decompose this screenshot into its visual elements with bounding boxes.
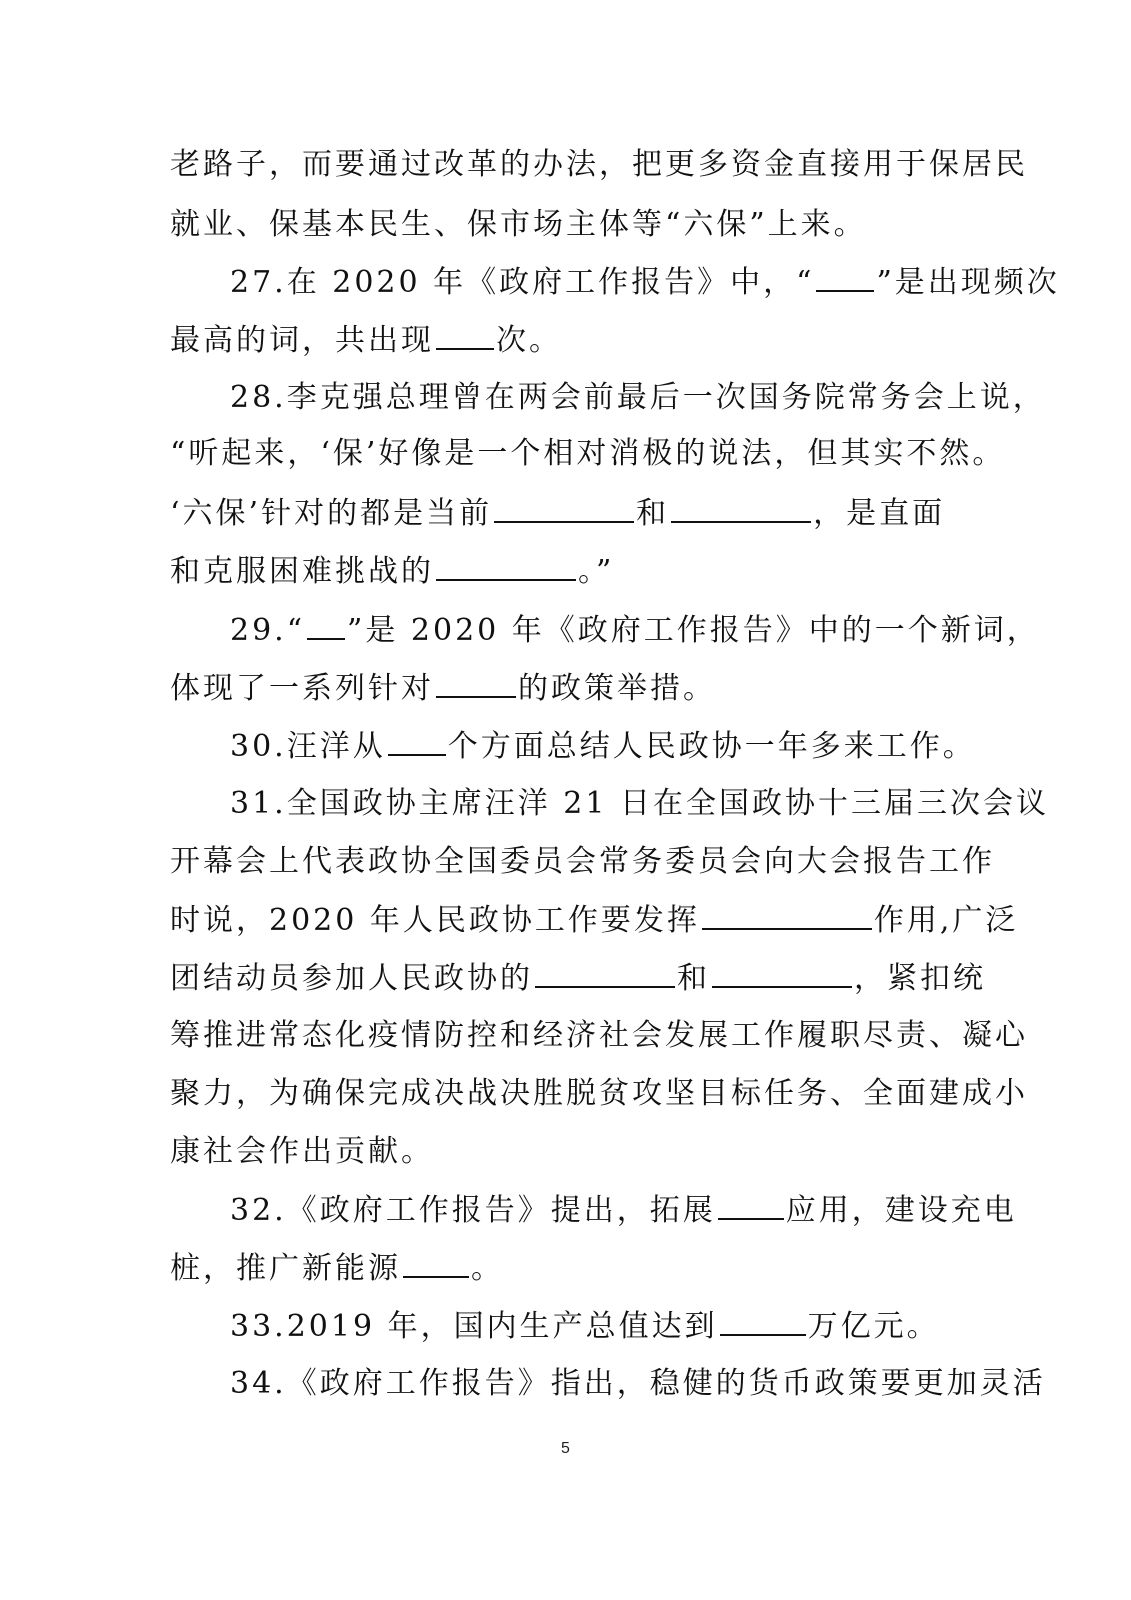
question-34: 34.《政府工作报告》指出，稳健的货币政策要更加灵活 — [230, 1366, 1046, 1401]
question-28: 28.李克强总理曾在两会前最后一次国务院常务会上说， — [230, 380, 1046, 415]
answer-blank[interactable] — [307, 610, 345, 640]
answer-blank[interactable] — [403, 1248, 469, 1278]
text-line: 团结动员参加人民政协的 和 ，紧扣统 — [170, 958, 960, 998]
answer-blank[interactable] — [720, 1306, 806, 1336]
answer-blank[interactable] — [436, 668, 516, 698]
answer-blank[interactable] — [436, 320, 494, 350]
text-line: 时说，2020 年人民政协工作要发挥 作用,广泛 — [170, 900, 960, 940]
question-32: 32.《政府工作报告》提出，拓展 应用，建设充电 — [230, 1190, 960, 1230]
text-line: 康社会作出贡献。 — [170, 1134, 434, 1169]
answer-blank[interactable] — [702, 900, 872, 930]
question-27: 27.在 2020 年《政府工作报告》中，“ ”是出现频次 — [230, 262, 960, 302]
answer-blank[interactable] — [535, 958, 675, 988]
answer-blank[interactable] — [671, 493, 811, 523]
question-33: 33.2019 年，国内生产总值达到 万亿元。 — [230, 1306, 960, 1346]
text-line: 聚力，为确保完成决战决胜脱贫攻坚目标任务、全面建成小 — [170, 1076, 1028, 1111]
text-line: 最高的词，共出现 次。 — [170, 320, 960, 360]
text-line: 筹推进常态化疫情防控和经济社会发展工作履职尽责、凝心 — [170, 1018, 1028, 1053]
text-line: 老路子，而要通过改革的办法，把更多资金直接用于保居民 — [170, 147, 1028, 182]
text-line: 就业、保基本民生、保市场主体等“六保”上来。 — [170, 207, 867, 242]
question-29: 29.“ ”是 2020 年《政府工作报告》中的一个新词， — [230, 610, 960, 650]
text-line: ‘六保’针对的都是当前 和 ，是直面 — [170, 493, 960, 533]
text-line: 桩，推广新能源 。 — [170, 1248, 960, 1288]
answer-blank[interactable] — [816, 262, 874, 292]
question-31: 31.全国政协主席汪洋 21 日在全国政协十三届三次会议 — [230, 786, 1049, 821]
question-30: 30.汪洋从 个方面总结人民政协一年多来工作。 — [230, 726, 960, 766]
answer-blank[interactable] — [436, 551, 576, 581]
text-line: 和克服困难挑战的 。” — [170, 551, 960, 591]
page-number: 5 — [561, 1440, 570, 1457]
answer-blank[interactable] — [388, 726, 446, 756]
text-line: 体现了一系列针对 的政策举措。 — [170, 668, 960, 708]
answer-blank[interactable] — [718, 1190, 784, 1220]
text-line: “听起来，‘保’好像是一个相对消极的说法，但其实不然。 — [170, 436, 1006, 471]
answer-blank[interactable] — [712, 958, 852, 988]
answer-blank[interactable] — [494, 493, 634, 523]
text-line: 开幕会上代表政协全国委员会常务委员会向大会报告工作 — [170, 844, 995, 879]
